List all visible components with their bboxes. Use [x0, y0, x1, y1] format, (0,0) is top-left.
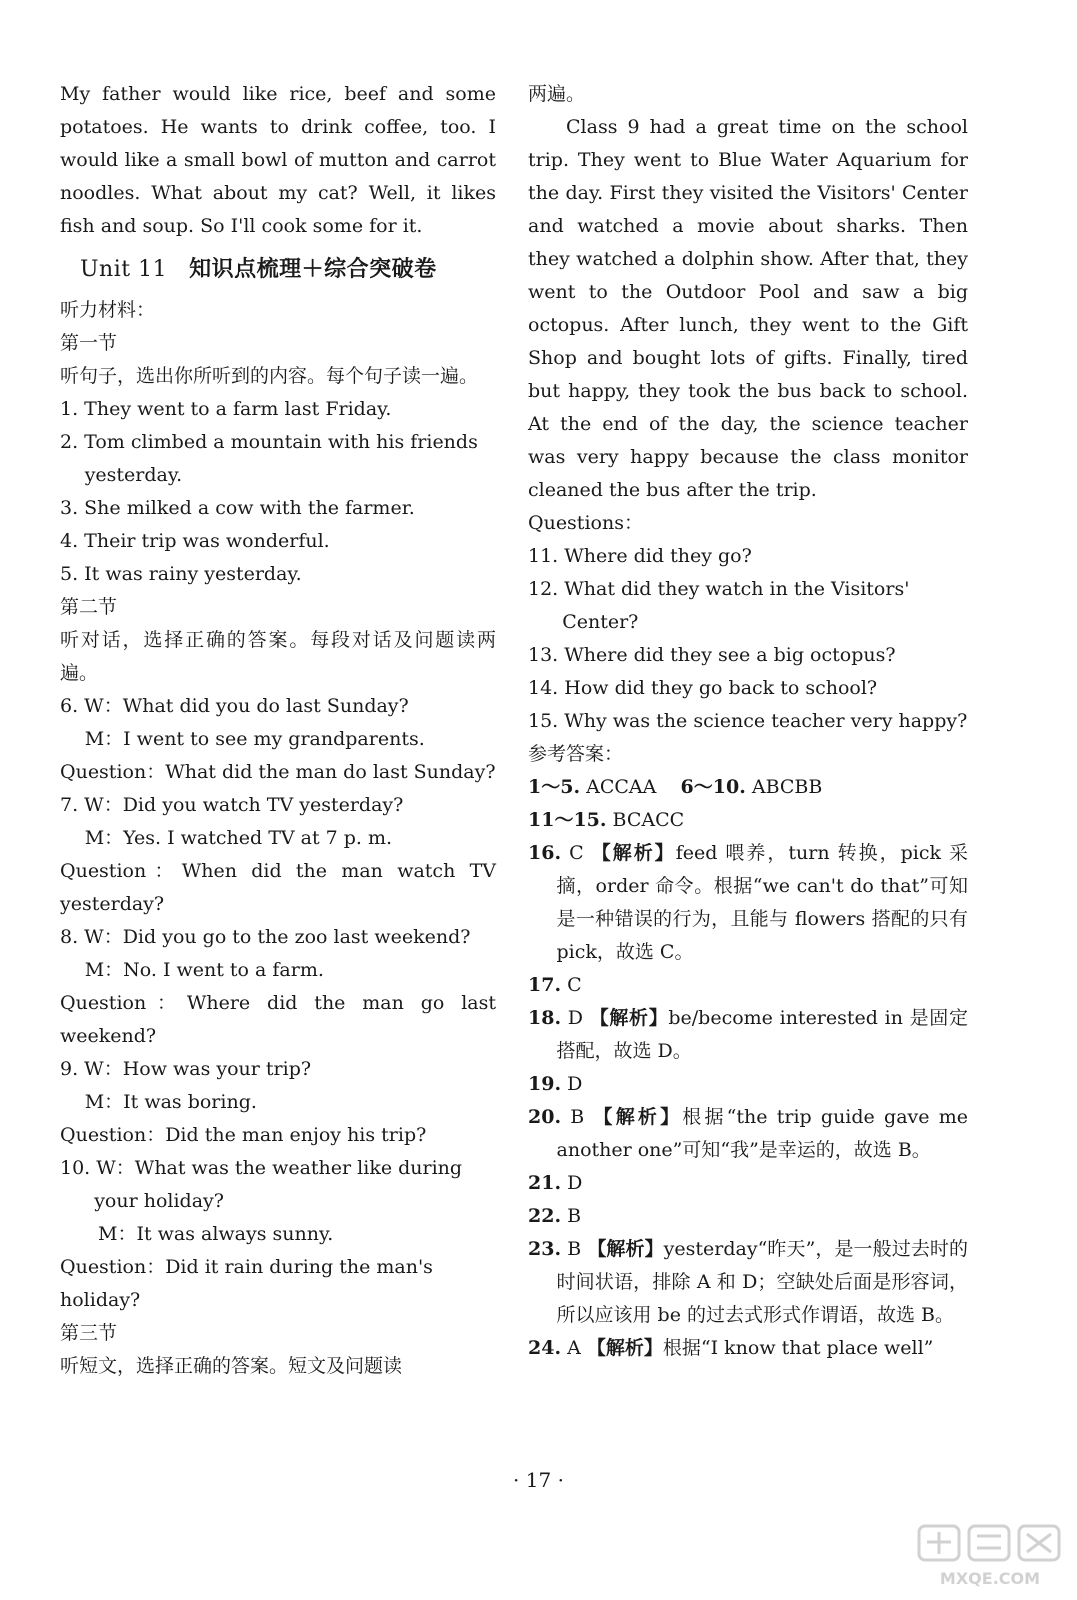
listening-label: 听力材料：	[60, 299, 156, 321]
answer-letter: A	[567, 1337, 581, 1359]
page-number: · 17 ·	[513, 1468, 564, 1492]
analysis-tag: 【解析】	[589, 1007, 669, 1029]
dialogue-7-man: M：Yes. I watched TV at 7 p. m.	[84, 827, 393, 849]
question-11: 11. Where did they go?	[528, 545, 752, 567]
listening-passage: Class 9 had a great time on the school trip. They went to Blue Water Aquarium for the day. First they visited the Visitors' Center and watched a movie about sharks. Then they watched a dolphin show. After that, they went to the Outdoor Pool and saw a big octopus. After lunch, they went to the Gift Shop and bought lots of gifts. Finally, tired but happy, they took the bus back to school. At the end of the day, the science teacher was very happy because the class monitor cleaned the bus after the trip.	[528, 116, 968, 501]
dialogue-6-man: M：I went to see my grandparents.	[84, 728, 425, 750]
section-1-instruction: 听句子，选出你所听到的内容。每个句子读一遍。	[60, 365, 479, 387]
analysis-text: 根据“the trip guide gave me another one”可知“我”是幸运的，故选 B。	[556, 1106, 968, 1161]
section-2-instruction: 听对话，选择正确的答案。每段对话及问题读两遍。	[60, 629, 496, 684]
answer-number: 21.	[528, 1172, 562, 1194]
section-3-label: 第三节	[60, 1322, 118, 1344]
answer-number: 22.	[528, 1205, 562, 1227]
analysis-text: yesterday“昨天”，是一般过去时的时间状语，排除 A 和 D；空缺处后面是形容词，所以应该用 be 的过去式形式作谓语，故选 B。	[556, 1238, 968, 1326]
dialogue-7-question: Question：When did the man watch TV yesterday?	[60, 860, 496, 915]
right-column	[528, 78, 968, 1365]
intro-paragraph: My father would like rice, beef and some potatoes. He wants to drink coffee, too. I would like a small bowl of mutton and carrot noodles. What about my cat? Well, it likes fish and soup. So I'll cook some for it.	[60, 83, 496, 237]
dialogue-10-man: M：It was always sunny.	[98, 1223, 334, 1245]
answer-letter: D	[567, 1073, 583, 1095]
answer-range: 11～15.	[528, 809, 607, 831]
answer-21	[528, 1167, 968, 1200]
dialogue-7-woman: 7. W：Did you watch TV yesterday?	[60, 794, 404, 816]
sentence-5: 5. It was rainy yesterday.	[60, 563, 302, 585]
answer-letter: B	[567, 1238, 582, 1260]
analysis-text: 根据“I know that place well”	[662, 1337, 934, 1359]
answer-16	[528, 837, 968, 969]
analysis-tag: 【解析】	[593, 1106, 683, 1128]
answer-value: ABCBB	[751, 776, 823, 798]
question-15: 15. Why was the science teacher very happy?	[528, 710, 968, 732]
dialogue-6-woman: 6. W：What did you do last Sunday?	[60, 695, 409, 717]
question-13: 13. Where did they see a big octopus?	[528, 644, 896, 666]
answer-number: 16.	[528, 842, 562, 864]
section-2-label: 第二节	[60, 596, 118, 618]
answer-value: BCACC	[612, 809, 685, 831]
sentence-3: 3. She milked a cow with the farmer.	[60, 497, 415, 519]
sentence-1: 1. They went to a farm last Friday.	[60, 398, 392, 420]
answer-letter: D	[567, 1007, 583, 1029]
answer-letter: D	[567, 1172, 583, 1194]
dialogue-9-man: M：It was boring.	[84, 1091, 257, 1113]
answer-letter: C	[567, 974, 582, 996]
answers-label: 参考答案：	[528, 743, 624, 765]
answer-24	[528, 1332, 968, 1365]
dialogue-10-woman: 10. W：What was the weather like during your holiday?	[60, 1157, 463, 1212]
answer-number: 23.	[528, 1238, 562, 1260]
sentence-4: 4. Their trip was wonderful.	[60, 530, 330, 552]
unit-title: 知识点梳理＋综合突破卷	[189, 256, 437, 282]
answer-number: 17.	[528, 974, 562, 996]
dialogue-9-question: Question：Did the man enjoy his trip?	[60, 1124, 427, 1146]
sentence-2: 2. Tom climbed a mountain with his friends yesterday.	[60, 431, 478, 486]
answer-number: 20.	[528, 1106, 562, 1128]
watermark-logo-icon	[915, 1522, 1065, 1592]
section-3-instruction: 听短文，选择正确的答案。短文及问题读	[60, 1355, 403, 1377]
answer-number: 24.	[528, 1337, 562, 1359]
watermark-text: MXQE.COM	[939, 1569, 1041, 1588]
answer-number: 18.	[528, 1007, 562, 1029]
left-column	[60, 78, 496, 1383]
answer-range: 6～10.	[680, 776, 746, 798]
analysis-tag: 【解析】	[586, 1337, 663, 1359]
unit-label: Unit 11	[80, 257, 168, 282]
answer-20	[528, 1101, 968, 1167]
dialogue-9-woman: 9. W：How was your trip?	[60, 1058, 312, 1080]
questions-label: Questions：	[528, 512, 643, 534]
unit-heading	[80, 253, 496, 286]
dialogue-8-man: M：No. I went to a farm.	[84, 959, 324, 981]
answer-letter: C	[569, 842, 584, 864]
answer-22	[528, 1200, 968, 1233]
answer-number: 19.	[528, 1073, 562, 1095]
answers-1-10	[528, 771, 968, 804]
answer-value: ACCAA	[586, 776, 657, 798]
dialogue-8-question: Question：Where did the man go last weekend?	[60, 992, 496, 1047]
analysis-tag: 【解析】	[591, 842, 676, 864]
answer-letter: B	[567, 1205, 582, 1227]
question-12: 12. What did they watch in the Visitors' Center?	[528, 578, 910, 633]
answer-19	[528, 1068, 968, 1101]
section-1-label: 第一节	[60, 332, 118, 354]
answer-letter: B	[570, 1106, 585, 1128]
answer-18	[528, 1002, 968, 1068]
answers-11-15	[528, 804, 968, 837]
analysis-text: be/become interested in 是固定搭配，故选 D。	[556, 1007, 968, 1062]
analysis-text: feed 喂养，turn 转换，pick 采摘，order 命令。根据“we can't do that”可知是一种错误的行为，且能与 flowers 搭配的只有 pick，故选 C。	[556, 842, 969, 963]
question-14: 14. How did they go back to school?	[528, 677, 878, 699]
answer-17	[528, 969, 968, 1002]
answer-23	[528, 1233, 968, 1332]
analysis-tag: 【解析】	[587, 1238, 664, 1260]
answer-range: 1～5.	[528, 776, 581, 798]
dialogue-10-question: Question：Did it rain during the man's holiday?	[60, 1256, 433, 1311]
dialogue-6-question: Question：What did the man do last Sunday?	[60, 761, 496, 783]
instruction-continuation: 两遍。	[528, 83, 586, 105]
dialogue-8-woman: 8. W：Did you go to the zoo last weekend?	[60, 926, 471, 948]
